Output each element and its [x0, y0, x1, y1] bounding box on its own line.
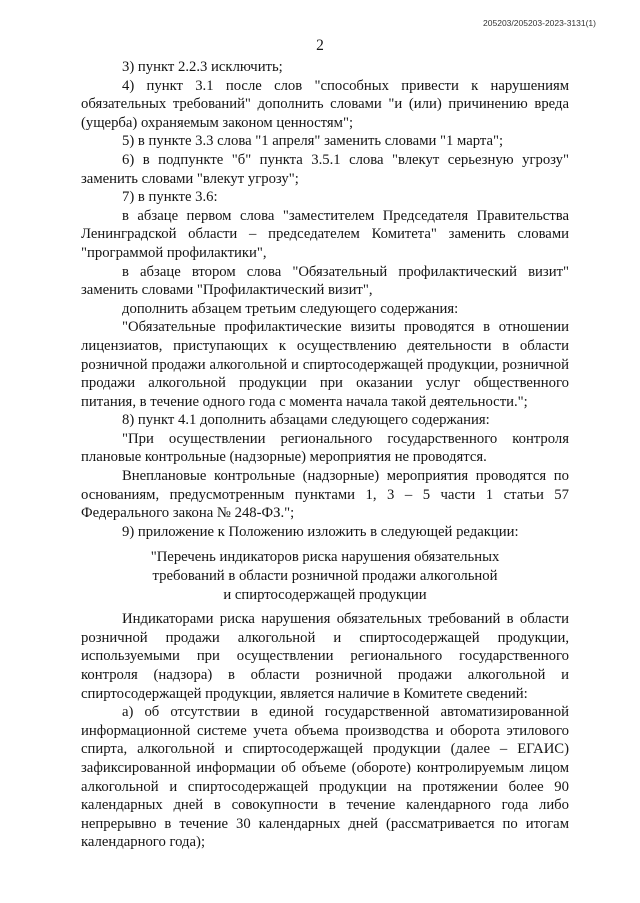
paragraph: 3) пункт 2.2.3 исключить; — [122, 59, 283, 75]
paragraph: Внеплановые контрольные (надзорные) мероприятия проводятся по основаниям, предусмотренным пунктами 1, 3 – 5 части 1 статьи 57 Федерального закона № 248-ФЗ."; — [81, 468, 569, 522]
document-body — [81, 58, 569, 852]
heading-line: и спиртосодержащей продукции — [223, 586, 427, 603]
paragraph: 7) в пункте 3.6: — [122, 189, 218, 206]
paragraph: дополнить абзацем третьим следующего содержания: — [122, 300, 459, 317]
section-heading — [81, 548, 569, 604]
paragraph: 9) приложение к Положению изложить в следующей редакции: — [122, 523, 519, 540]
paragraph: в абзаце втором слова "Обязательный профилактический визит" заменить словами "Профилактический визит", — [81, 263, 569, 299]
heading-line: "Перечень индикаторов риска нарушения обязательных — [150, 549, 500, 566]
paragraph: Индикаторами риска нарушения обязательных требований в области розничной продажи алкогольной и спиртосодержащей продукции, используемыми при осуществлении регионального государственного контроля (надзора) в области розничной продажи алкогольной и спиртосодержащей продукции, является наличие в Комитете сведений: — [81, 611, 569, 702]
paragraph: 4) пункт 3.1 после слов "способных привести к нарушениям обязательных требований" дополнить словами "и (или) причинению вреда (ущерба) охраняемым законом ценностям"; — [81, 77, 569, 131]
paragraph: 5) в пункте 3.3 слова "1 апреля" заменить словами "1 марта"; — [122, 133, 504, 150]
paragraph: 8) пункт 4.1 дополнить абзацами следующего содержания: — [122, 412, 490, 429]
heading-line: требований в области розничной продажи алкогольной — [152, 568, 498, 585]
page-number: 2 — [316, 37, 324, 54]
paragraph: "При осуществлении регионального государственного контроля плановые контрольные (надзорные) мероприятия не проводятся. — [81, 430, 569, 466]
document-id: 205203/205203-2023-3131(1) — [483, 18, 596, 28]
paragraph: "Обязательные профилактические визиты проводятся в отношении лицензиатов, приступающих к осуществлению деятельности в области розничной продажи алкогольной и спиртосодержащей продукции, розничной продажи алкогольной продукции при оказании услуг общественного питания, в течение одного года с момента начала такой деятельности."; — [81, 319, 569, 410]
paragraph: 6) в подпункте "б" пункта 3.5.1 слова "влекут серьезную угрозу" заменить словами "влекут угрозу"; — [81, 151, 569, 187]
paragraph: а) об отсутствии в единой государственной автоматизированной информационной системе учета объема производства и оборота этилового спирта, алкогольной и спиртосодержащей продукции (далее – ЕГАИС) зафиксированной информации об объеме (обороте) контролируемым лицом алкогольной и спиртосодержащей продукции на протяжении более 90 календарных дней в совокупности в течение календарного года либо непрерывно в течение 30 календарных дней (рассматривается по итогам календарного года); — [81, 704, 569, 851]
paragraph: в абзаце первом слова "заместителем Председателя Правительства Ленинградской области – председателем Комитета" заменить словами "программой профилактики", — [81, 207, 569, 261]
